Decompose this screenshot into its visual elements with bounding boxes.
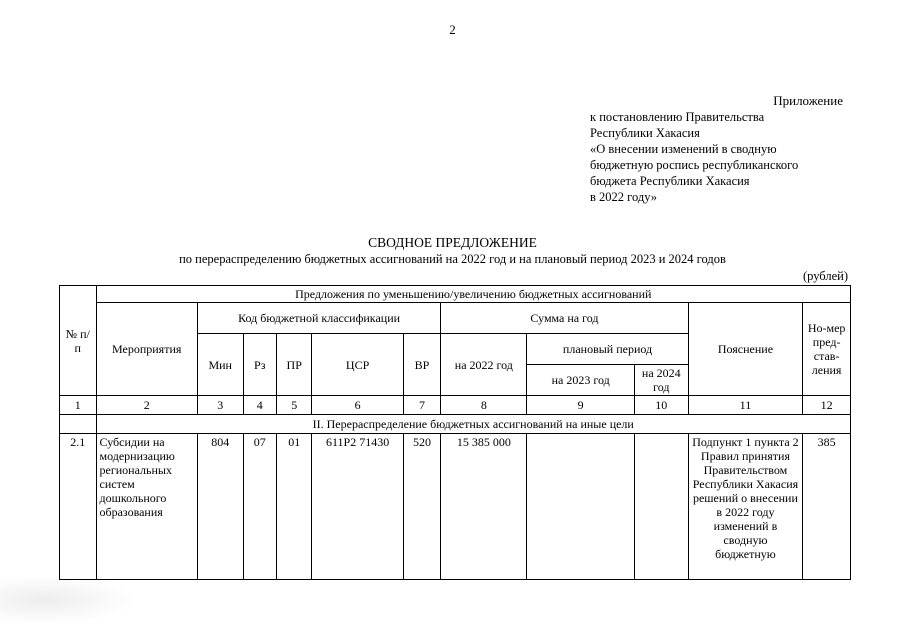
row-submission-number: 385 [803, 434, 851, 580]
column-number: 12 [803, 396, 851, 415]
appendix-line: бюджетную роспись республиканского [590, 158, 799, 172]
column-number: 8 [441, 396, 527, 415]
row-activity: Субсидии на модернизацию региональных систем дошкольного образования [96, 434, 197, 580]
row-rz: 07 [243, 434, 276, 580]
column-number: 6 [312, 396, 403, 415]
scan-artifact [0, 575, 140, 625]
column-number: 10 [634, 396, 688, 415]
appendix-line: к постановлению Правительства [590, 110, 765, 124]
header-rz: Рз [243, 334, 276, 396]
column-number: 9 [527, 396, 634, 415]
header-sum-year: Сумма на год [441, 303, 688, 334]
page-number: 2 [449, 22, 456, 37]
row-explanation: Подпункт 1 пункта 2 Правил принятия Правительством Республики Хакасия решений о внесении в 2022 году изменений в сводную бюджетную [688, 434, 803, 580]
header-vr: ВР [403, 334, 441, 396]
budget-table [59, 285, 851, 580]
column-number: 11 [688, 396, 803, 415]
document-subtitle: по перераспределению бюджетных ассигнований на 2022 год и на плановый период 2023 и 2024 годов [179, 252, 726, 266]
appendix-line: «О внесении изменений в сводную [590, 142, 777, 156]
row-2024 [634, 434, 688, 580]
header-num: № п/п [60, 286, 97, 396]
header-csr: ЦСР [312, 334, 403, 396]
table-row [60, 434, 851, 580]
header-min: Мин [197, 334, 243, 396]
column-number: 4 [243, 396, 276, 415]
header-proposals: Предложения по уменьшению/увеличению бюджетных ассигнований [96, 286, 851, 303]
appendix-line: Республики Хакасия [590, 126, 700, 140]
row-csr: 611Р2 71430 [312, 434, 403, 580]
column-number: 7 [403, 396, 441, 415]
header-submission-number: Но-мер пред-став-ления [803, 303, 851, 396]
row-2023 [527, 434, 634, 580]
header-2023: на 2023 год [527, 365, 634, 396]
appendix-title: Приложение [773, 93, 843, 108]
document-title: СВОДНОЕ ПРЕДЛОЖЕНИЕ [368, 235, 537, 250]
header-2024: на 2024 год [634, 365, 688, 396]
header-pr: ПР [276, 334, 311, 396]
header-2022: на 2022 год [441, 334, 527, 396]
column-number: 2 [96, 396, 197, 415]
section-empty-cell [60, 415, 97, 434]
row-2022: 15 385 000 [441, 434, 527, 580]
header-explanation: Пояснение [688, 303, 803, 396]
row-vr: 520 [403, 434, 441, 580]
column-number: 5 [276, 396, 311, 415]
row-pr: 01 [276, 434, 311, 580]
appendix-text [590, 109, 850, 205]
column-number: 1 [60, 396, 97, 415]
header-plan-period: плановый период [527, 334, 688, 365]
units-label: (рублей) [802, 269, 848, 283]
header-classification: Код бюджетной классификации [197, 303, 440, 334]
header-activity: Мероприятия [96, 303, 197, 396]
row-min: 804 [197, 434, 243, 580]
appendix-line: в 2022 году» [590, 190, 658, 204]
section-title: II. Перераспределение бюджетных ассигнований на иные цели [96, 415, 851, 434]
row-num: 2.1 [60, 434, 97, 580]
appendix-line: бюджета Республики Хакасия [590, 174, 750, 188]
column-number: 3 [197, 396, 243, 415]
